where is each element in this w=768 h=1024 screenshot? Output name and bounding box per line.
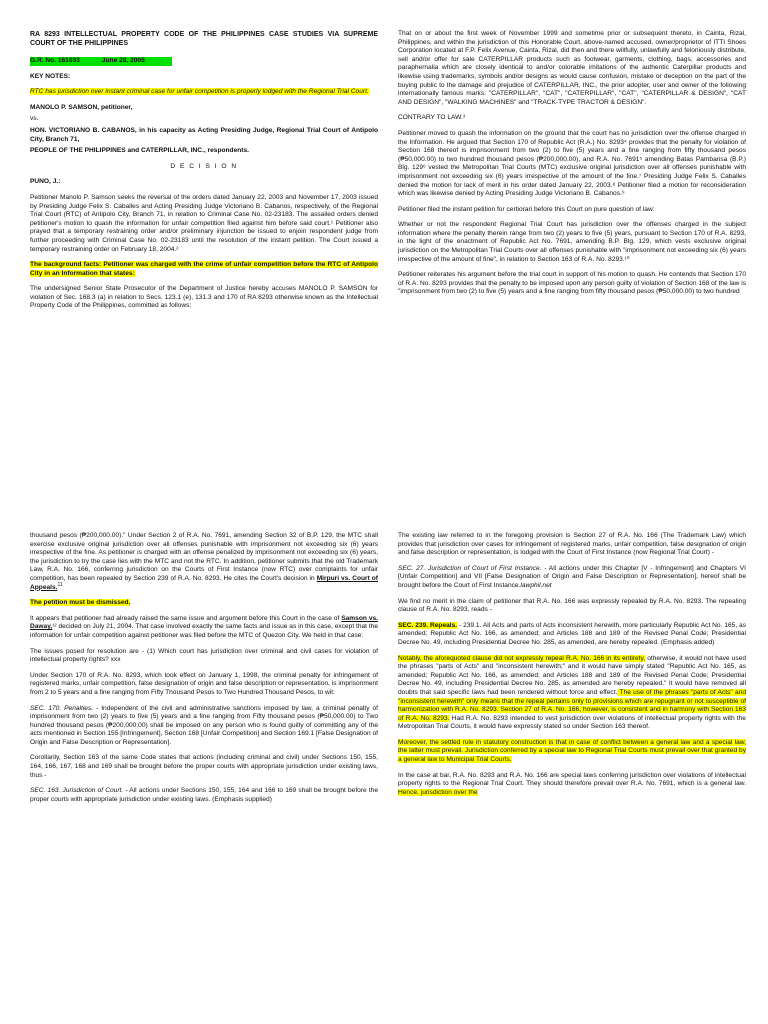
petition-dismissed: The petition must be dismissed. — [30, 599, 131, 607]
paragraph-highlight: Moreover, the settled rule in statutory construction is that in case of conflict between a general law and a special law, the latter must prevail. Jurisdiction conferred by a special law to Regional Trial Courts must prevail over that granted by a general law to Municipal Trial Courts. — [398, 738, 746, 764]
case-link-mirpuri[interactable]: Mirpuri vs. Court of Appeals. — [30, 574, 378, 591]
section-heading: SEC. 27. Jurisdiction of Court of First Instance. - — [398, 564, 547, 572]
section-heading: SEC. 239. Repeals. — [398, 621, 458, 629]
paragraph-highlight — [30, 261, 378, 278]
paragraph: SEC. 163. Jurisdiction of Court. - All actions under Sections 150, 155, 164 and 166 to 169 shall be brought before the proper courts with appropriate jurisdiction under existing laws. (Emphasis supplied) — [30, 787, 378, 803]
ponente: PUNO, J.: — [30, 178, 61, 186]
paragraph: Petitioner reiterates his argument before the trial court in support of his motion to quash. He contends that Section 170 of R.A. No. 8293 provides that the penalty to be imposed upon any person guilty of violation of Section 168 of the law is "imprisonment from two (2) to five (5) years and a fine ranging from fifty thousand pesos (₱50,000.00) to two hundred — [398, 271, 746, 296]
paragraph-highlight — [30, 599, 378, 608]
paragraph: Corollarily, Section 163 of the same Code states that actions (including criminal and civil) under Sections 150, 155, 164, 166, 167, 168 and 169 shall be brought before the proper courts with appropriate jurisdiction under existing laws, thus - — [30, 754, 378, 779]
footnote-ref[interactable]: 11 — [57, 581, 63, 588]
contrary-to-law: CONTRARY TO LAW.³ — [398, 114, 466, 122]
paragraph: Petitioner Manolo P. Samson seeks the reversal of the orders dated January 22, 2003 and November 17, 2003 issued by Presiding Judge Felix S. Caballes and Acting Presiding Judge Victoriano B. Cabanos, respectively, of the Regional Trial Court (RTC) of Antipolo City, Branch 71, in relation to Criminal Case No. 02-23183. The assailed orders denied petitioner's motion to quash the information for unfair competition filed against him before said court.¹ Petitioner also prayed that a temporary restraining order and/or preliminary injunction be issued to enjoin respondent judge from further proceeding with Criminal Case No. 02-23183 until the resolution of the instant petition. The Court issued a temporary restraining order on February 18, 2004.² — [30, 193, 378, 253]
case-header — [30, 57, 378, 66]
case-number: G.R. No. 161693 — [30, 57, 80, 64]
source-site: lawphil.net — [520, 581, 552, 589]
paragraph: Petitioner filed the instant petition for certiorari before this Court on pure question of law: — [398, 205, 655, 213]
paragraph: SEC. 27. Jurisdiction of Court of First Instance. - All actions under this Chapter [V - Infringement] and Chapters VI [Unfair Competition] and VII [False Designation of Origin and False Description or Representation], hereof shall be brought before the Court of First Instance.lawphil.net — [398, 564, 746, 589]
party-respondents: PEOPLE OF THE PHILIPPINES and CATERPILLAR, INC., respondents. — [30, 147, 249, 155]
case-link-samson[interactable]: Samson vs. Daway, — [30, 614, 378, 631]
versus-label: vs. — [30, 115, 39, 123]
case-number-bar — [30, 57, 172, 66]
key-note — [30, 88, 378, 97]
column-bottom-right — [398, 532, 746, 804]
paragraph: The undersigned Senior State Prosecutor of the Department of Justice hereby accuses MANOLO P. SAMSON for violation of Sec. 168.3 (a) in relation to Secs. 123.1 (e), 131.3 and 170 of RA 8293 otherwise known as the Intellectual Property Code of the Philippines, committed as follows: — [30, 285, 378, 310]
paragraph: thousand pesos (₱200,000.00)." Under Section 2 of R.A. No. 7691, amending Section 32 of B.P. 129, the MTC shall exercise exclusive original jurisdiction over all offenses punishable with imprisonment not exceeding six (6) years irrespective of the fine. As petitioner is charged with an offense penalized by imprisonment not exceeding six (6) years, the jurisdiction to try the case lies with the MTC and not the RTC. In addition, petitioner submits that the old Trademark Law, R.A. No. 166, conferring jurisdiction on the Courts of First Instance (now RTC) over complaints for unfair competition, has been repealed by Section 239 of R.A. No. 8293. He cites the Court's decision in Mirpuri vs. Court of Appeals.$^{11}$ — [30, 532, 378, 591]
paragraph: SEC. 170. Penalties. - Independent of the civil and administrative sanctions imposed by law, a criminal penalty of imprisonment from two (2) years to five (5) years and a fine ranging from Fifty thousand pesos (₱50,000.00) to Two hundred thousand pesos (₱200,000.00) shall be imposed on any person who is found guilty of committing any of the acts mentioned in Section 155 [Infringement], Section 168 [Unfair Competition] and Section 169.1 [False Designation of Origin and False Description or Representation]. — [30, 704, 378, 746]
decision-heading: D E C I S I O N — [170, 162, 238, 170]
paragraph: That on or about the first week of November 1999 and sometime prior or subsequent thereto, in Cainta, Rizal, Philippines, and within the jurisdiction of this Honorable Court, above-named accused, owner/proprietor of ITTI Shoes Corporation located at F.P. Felix Avenue, Cainta, Rizal, did then and there willfully, unlawfully and feloniously distribute, sell and/or offer for sale CATERPILLAR products such as footwear, garments, clothing, bags, accessories and paraphernalia which are closely identical to and/or colorable imitations of the authentic Caterpillar products and likewise using trademarks, symbols and/or designs as would cause confusion, mistake or deception on the part of the buying public to the damage and prejudice of CATERPILLAR, INC., the prior adopter, user and owner of the following internationally famous marks: "CATERPILLAR", "CAT", "CATERPILLAR", "CAT", "CATERPILLAR & DESIGN", "CAT AND DESIGN", "WALKING MACHINES" and "TRACK-TYPE TRACTOR & DESIGN". — [398, 30, 746, 106]
case-date: June 28, 2005 — [101, 57, 145, 64]
key-notes-label: KEY NOTES: — [30, 72, 71, 80]
paragraph: Notably, the aforequoted clause did not expressly repeal R.A. No. 166 in its entirety, otherwise, it would not have used the phrases "parts of Acts" and "inconsistent herewith;" and it would have simply stated "Republic Act No. 165, as amended; Republic Act No. 166, as amended; and Articles 188 and 189 of the Revised Penal Code; Presidential Decree No. 49, including Presidential Decree No. 285, as amended are hereby repealed." It would have removed all doubts that said specific laws had been rendered without force and effect. The use of the phrases "parts of Acts" and "inconsistent herewith" only means that the repeal pertains only to provisions which are repugnant or not susceptible of harmonization with R.A. No. 8293. Section 27 of R.A. No. 166, however, is consistent and in harmony with Section 163 of R.A. No. 8293. Had R.A. No. 8293 intended to vest jurisdiction over violations of intellectual property rights with the Metropolitan Trial Courts, it would have expressly stated so under Section 163 thereof. — [398, 654, 746, 731]
section-heading: SEC. 170. Penalties. - — [30, 704, 99, 712]
paragraph: Whether or not the respondent Regional Trial Court has jurisdiction over the offenses charged in the subject information where the penalty therein range from two (2) years to five (5) years, pursuant to Section 170 of R.A. 8293, in the light of the enactment of Republic Act No. 7691, amending B.P. Blg. 129, which vests exclusive original jurisdiction on the Metropolitan Trial Courts over all offenses punishable with "imprisonment not exceeding six (6) years irrespective of the amount of fine", in relation to Section 163 of R.A. No. 8293.¹⁰ — [398, 221, 746, 263]
paragraph: In the case at bar, R.A. No. 8293 and R.A. No. 166 are special laws conferring jurisdiction over violations of intellectual property rights to the Regional Trial Court. They should therefore prevail over R.A. No. 7691, which is a general law. Hence, jurisdiction over the — [398, 771, 746, 796]
column-top-left — [30, 30, 378, 318]
key-note-text: RTC has jurisdiction over instant criminal case for unfair competition is properly lodged with the Regional Trial Court. — [30, 88, 369, 96]
paragraph: It appears that petitioner had already raised the same issue and argument before this Court in the case of Samson vs. Daway,¹² decided on July 21, 2004. That case involved exactly the same facts and issue as in this case, except that the information for unfair competition against petitioner was filed before the MTC of Quezon City. We held in that case: — [30, 614, 378, 639]
paragraph: SEC. 239. Repeals. - 239.1. All Acts and parts of Acts inconsistent herewith, more particularly Republic Act No. 165, as amended; Republic Act No. 166, as amended; and Articles 188 and 189 of the Revised Penal Code; Presidential Decree No. 49, including Presidential Decree No. 285, as amended, are hereby repealed. (Emphasis added) — [398, 621, 746, 646]
case-parties — [30, 104, 378, 156]
column-top-right — [398, 30, 746, 304]
paragraph: We find no merit in the claim of petitioner that R.A. No. 166 was expressly repealed by R.A. No. 8293. The repealing clause of R.A. No. 8293, reads - — [398, 597, 746, 614]
paragraph: The issues posed for resolution are - (1) Which court has jurisdiction over criminal and civil cases for violation of intellectual property rights? xxx — [30, 647, 378, 664]
party-respondent-judge: HON. VICTORIANO B. CABANOS, in his capacity as Acting Presiding Judge, Regional Trial Court of Antipolo City, Branch 71, — [30, 126, 378, 143]
background-facts: The background facts: Petitioner was charged with the crime of unfair competition before the RTC of Antipolo City in an Information that states: — [30, 261, 378, 277]
column-bottom-left — [30, 532, 378, 811]
document-title: RA 8293 INTELLECTUAL PROPERTY CODE OF THE PHILIPPINES CASE STUDIES VIA SUPREME COURT OF THE PHILIPPINES — [30, 31, 378, 47]
section-heading: SEC. 163. Jurisdiction of Court. - — [30, 787, 128, 795]
party-petitioner: MANOLO P. SAMSON, petitioner, — [30, 103, 133, 111]
paragraph: The existing law referred to in the foregoing provision is Section 27 of R.A. No. 166 (The Trademark Law) which provides that jurisdiction over cases for infringement of registered marks, unfair competition, false designation of origin and false description or representation, is lodged with the Court of First Instance (now Regional Trial Court) - — [398, 532, 746, 557]
paragraph: Under Section 170 of R.A. No. 8293, which took effect on January 1, 1998, the criminal penalty for infringement of registered marks, unfair competition, false designation of origin and false description or representation, is imprisonment from 2 to 5 years and a fine ranging from Fifty Thousand Pesos to Two Hundred Thousand Pesos, to wit: — [30, 671, 378, 696]
paragraph: Petitioner moved to quash the information on the ground that the court has no jurisdiction over the offense charged in the Information. He argued that Section 170 of Republic Act (R.A.) No. 8293⁴ provides that the penalty for violation of Section 168 thereof is imprisonment from two (2) to five (5) years and a fine ranging from fifty thousand pesos (₱50,000.00) to two hundred thousand pesos (₱200,000.00), and R.A. No. 7691⁵ amending Batas Pambansa (B.P.) Blg. 129⁶ vested the Metropolitan Trial Courts (MTC) exclusive original jurisdiction over all offenses punishable with imprisonment not exceeding six (6) years irrespective of the amount of the fine.⁷ Presiding Judge Felix S. Caballes denied the motion for lack of merit in his order dated January 22, 2003.⁸ Petitioner filed a motion for reconsideration which was likewise denied by Acting Presiding Judge Victoriano B. Cabanos.⁹ — [398, 129, 746, 198]
